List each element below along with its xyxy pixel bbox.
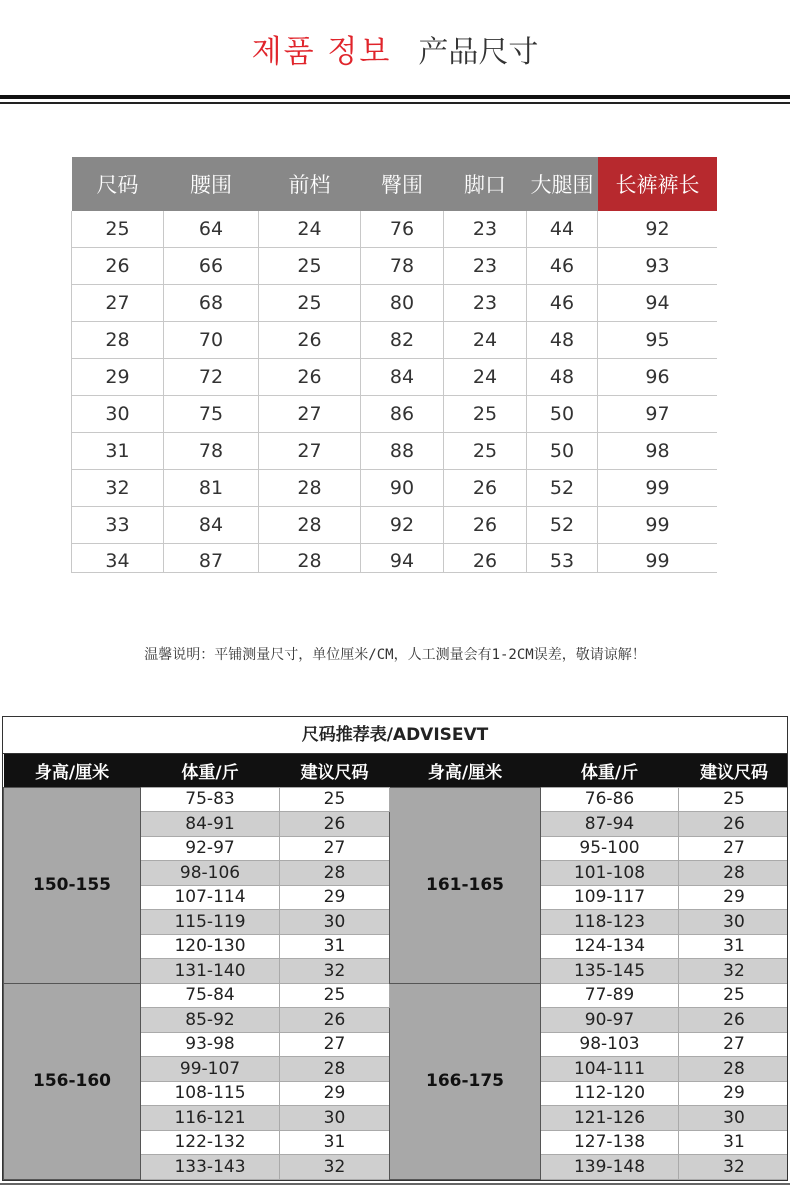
recommended-size-cell: 31 [280, 1130, 390, 1155]
weight-range-cell: 131-140 [141, 959, 280, 984]
weight-range-cell: 122-132 [141, 1130, 280, 1155]
size-cell: 24 [259, 211, 361, 248]
recommended-size-cell: 27 [280, 836, 390, 861]
recommendation-header-row [4, 754, 789, 787]
size-cell: 23 [444, 248, 527, 285]
size-cell: 28 [259, 469, 361, 506]
size-cell: 27 [72, 285, 164, 322]
weight-range-cell: 99-107 [141, 1057, 280, 1082]
size-cell: 99 [598, 469, 718, 506]
weight-range-cell: 115-119 [141, 910, 280, 935]
size-cell: 27 [259, 395, 361, 432]
size-cell: 86 [361, 395, 444, 432]
recommended-size-cell: 25 [679, 983, 789, 1008]
page-header [0, 26, 790, 76]
weight-range-cell: 101-108 [541, 861, 679, 886]
weight-range-cell: 127-138 [541, 1130, 679, 1155]
size-cell: 93 [598, 248, 718, 285]
rec-header-cell: 身高/厘米 [390, 754, 541, 787]
weight-range-cell: 120-130 [141, 934, 280, 959]
size-cell: 72 [164, 359, 259, 396]
size-cell: 82 [361, 322, 444, 359]
weight-range-cell: 75-84 [141, 983, 280, 1008]
recommendation-table-title: 尺码推荐表/ADVISEVT [3, 717, 787, 754]
table-row [72, 543, 718, 572]
height-range-cell: 166-175 [390, 983, 541, 1179]
recommended-size-cell: 27 [280, 1032, 390, 1057]
rec-header-cell: 体重/斤 [541, 754, 679, 787]
size-cell: 92 [361, 506, 444, 543]
recommended-size-cell: 32 [280, 1155, 390, 1180]
size-cell: 84 [164, 506, 259, 543]
size-cell: 90 [361, 469, 444, 506]
recommended-size-cell: 29 [679, 885, 789, 910]
size-cell: 46 [527, 248, 598, 285]
size-cell: 84 [361, 359, 444, 396]
recommended-size-cell: 28 [280, 861, 390, 886]
recommendation-table-container [2, 716, 788, 1181]
size-cell: 99 [598, 506, 718, 543]
weight-range-cell: 77-89 [541, 983, 679, 1008]
weight-range-cell: 139-148 [541, 1155, 679, 1180]
table-row [72, 359, 718, 396]
recommended-size-cell: 31 [280, 934, 390, 959]
table-row [72, 211, 718, 248]
size-cell: 70 [164, 322, 259, 359]
size-cell: 30 [72, 395, 164, 432]
size-table-header-row [72, 157, 718, 211]
recommended-size-cell: 26 [679, 812, 789, 837]
recommended-size-cell: 32 [280, 959, 390, 984]
size-cell: 78 [164, 432, 259, 469]
recommended-size-cell: 26 [679, 1008, 789, 1033]
size-header-cell: 脚口 [444, 157, 527, 211]
weight-range-cell: 95-100 [541, 836, 679, 861]
size-cell: 94 [361, 543, 444, 572]
size-cell: 26 [444, 469, 527, 506]
size-cell: 94 [598, 285, 718, 322]
size-cell: 32 [72, 469, 164, 506]
weight-range-cell: 118-123 [541, 910, 679, 935]
recommendation-table-body [4, 787, 789, 1179]
size-cell: 66 [164, 248, 259, 285]
weight-range-cell: 108-115 [141, 1081, 280, 1106]
weight-range-cell: 109-117 [541, 885, 679, 910]
size-cell: 92 [598, 211, 718, 248]
bottom-divider [0, 1183, 790, 1185]
weight-range-cell: 104-111 [541, 1057, 679, 1082]
size-cell: 68 [164, 285, 259, 322]
size-cell: 78 [361, 248, 444, 285]
weight-range-cell: 90-97 [541, 1008, 679, 1033]
weight-range-cell: 76-86 [541, 787, 679, 812]
size-cell: 28 [72, 322, 164, 359]
rec-header-cell: 身高/厘米 [4, 754, 141, 787]
rec-header-cell: 建议尺码 [280, 754, 390, 787]
size-cell: 87 [164, 543, 259, 572]
size-cell: 80 [361, 285, 444, 322]
weight-range-cell: 133-143 [141, 1155, 280, 1180]
size-cell: 97 [598, 395, 718, 432]
size-header-cell: 臀围 [361, 157, 444, 211]
size-cell: 33 [72, 506, 164, 543]
size-cell: 50 [527, 395, 598, 432]
weight-range-cell: 107-114 [141, 885, 280, 910]
size-cell: 34 [72, 543, 164, 572]
table-row [4, 787, 789, 812]
recommended-size-cell: 27 [679, 836, 789, 861]
table-row [72, 248, 718, 285]
weight-range-cell: 92-97 [141, 836, 280, 861]
weight-range-cell: 135-145 [541, 959, 679, 984]
recommended-size-cell: 29 [679, 1081, 789, 1106]
size-table-container [71, 157, 717, 578]
size-header-cell-highlight: 长裤裤长 [598, 157, 718, 211]
recommended-size-cell: 28 [280, 1057, 390, 1082]
recommended-size-cell: 27 [679, 1032, 789, 1057]
weight-range-cell: 75-83 [141, 787, 280, 812]
recommended-size-cell: 30 [280, 1106, 390, 1131]
recommended-size-cell: 28 [679, 861, 789, 886]
weight-range-cell: 84-91 [141, 812, 280, 837]
size-cell: 28 [259, 506, 361, 543]
table-row [4, 983, 789, 1008]
size-cell: 23 [444, 285, 527, 322]
header-korean-title: 제품 정보 [251, 34, 392, 70]
size-cell: 75 [164, 395, 259, 432]
size-cell: 26 [259, 322, 361, 359]
size-cell: 76 [361, 211, 444, 248]
weight-range-cell: 98-106 [141, 861, 280, 886]
size-cell: 24 [444, 359, 527, 396]
weight-range-cell: 116-121 [141, 1106, 280, 1131]
table-row [72, 395, 718, 432]
size-header-cell: 腰围 [164, 157, 259, 211]
table-row [72, 322, 718, 359]
recommended-size-cell: 32 [679, 959, 789, 984]
size-cell: 27 [259, 432, 361, 469]
size-header-cell: 前档 [259, 157, 361, 211]
recommended-size-cell: 26 [280, 1008, 390, 1033]
size-cell: 28 [259, 543, 361, 572]
size-cell: 26 [444, 543, 527, 572]
size-cell: 81 [164, 469, 259, 506]
size-cell: 26 [259, 359, 361, 396]
size-cell: 44 [527, 211, 598, 248]
weight-range-cell: 98-103 [541, 1032, 679, 1057]
weight-range-cell: 87-94 [541, 812, 679, 837]
height-range-cell: 161-165 [390, 787, 541, 983]
size-cell: 23 [444, 211, 527, 248]
size-header-cell: 尺码 [72, 157, 164, 211]
size-table [71, 157, 717, 573]
recommended-size-cell: 29 [280, 1081, 390, 1106]
table-row [72, 285, 718, 322]
recommended-size-cell: 32 [679, 1155, 789, 1180]
recommended-size-cell: 31 [679, 1130, 789, 1155]
size-cell: 46 [527, 285, 598, 322]
size-cell: 48 [527, 322, 598, 359]
weight-range-cell: 121-126 [541, 1106, 679, 1131]
header-divider-thin [0, 102, 790, 104]
table-row [72, 506, 718, 543]
size-cell: 96 [598, 359, 718, 396]
table-row [72, 469, 718, 506]
weight-range-cell: 124-134 [541, 934, 679, 959]
weight-range-cell: 93-98 [141, 1032, 280, 1057]
size-cell: 64 [164, 211, 259, 248]
size-cell: 25 [444, 432, 527, 469]
recommendation-table [3, 754, 788, 1180]
height-range-cell: 150-155 [4, 787, 141, 983]
weight-range-cell: 85-92 [141, 1008, 280, 1033]
size-table-body [72, 211, 718, 572]
size-cell: 52 [527, 506, 598, 543]
size-cell: 25 [259, 248, 361, 285]
recommended-size-cell: 31 [679, 934, 789, 959]
size-cell: 52 [527, 469, 598, 506]
size-cell: 98 [598, 432, 718, 469]
size-cell: 25 [444, 395, 527, 432]
recommended-size-cell: 30 [280, 910, 390, 935]
size-cell: 25 [259, 285, 361, 322]
size-cell: 95 [598, 322, 718, 359]
recommended-size-cell: 29 [280, 885, 390, 910]
recommended-size-cell: 25 [280, 983, 390, 1008]
recommended-size-cell: 25 [280, 787, 390, 812]
size-header-cell: 大腿围 [527, 157, 598, 211]
size-cell: 26 [444, 506, 527, 543]
recommended-size-cell: 26 [280, 812, 390, 837]
recommended-size-cell: 25 [679, 787, 789, 812]
size-cell: 31 [72, 432, 164, 469]
weight-range-cell: 112-120 [541, 1081, 679, 1106]
rec-header-cell: 体重/斤 [141, 754, 280, 787]
size-cell: 25 [72, 211, 164, 248]
header-chinese-title: 产品尺寸 [418, 35, 539, 70]
size-cell: 88 [361, 432, 444, 469]
size-cell: 99 [598, 543, 718, 572]
size-cell: 50 [527, 432, 598, 469]
size-cell: 24 [444, 322, 527, 359]
recommended-size-cell: 30 [679, 1106, 789, 1131]
table-row [72, 432, 718, 469]
measurement-note: 温馨说明：平铺测量尺寸，单位厘米/CM，人工测量会有1-2CM误差，敬请谅解！ [144, 647, 646, 663]
recommended-size-cell: 28 [679, 1057, 789, 1082]
recommended-size-cell: 30 [679, 910, 789, 935]
size-cell: 29 [72, 359, 164, 396]
height-range-cell: 156-160 [4, 983, 141, 1179]
size-cell: 48 [527, 359, 598, 396]
rec-header-cell: 建议尺码 [679, 754, 789, 787]
header-divider-thick [0, 95, 790, 99]
size-cell: 26 [72, 248, 164, 285]
size-cell: 53 [527, 543, 598, 572]
